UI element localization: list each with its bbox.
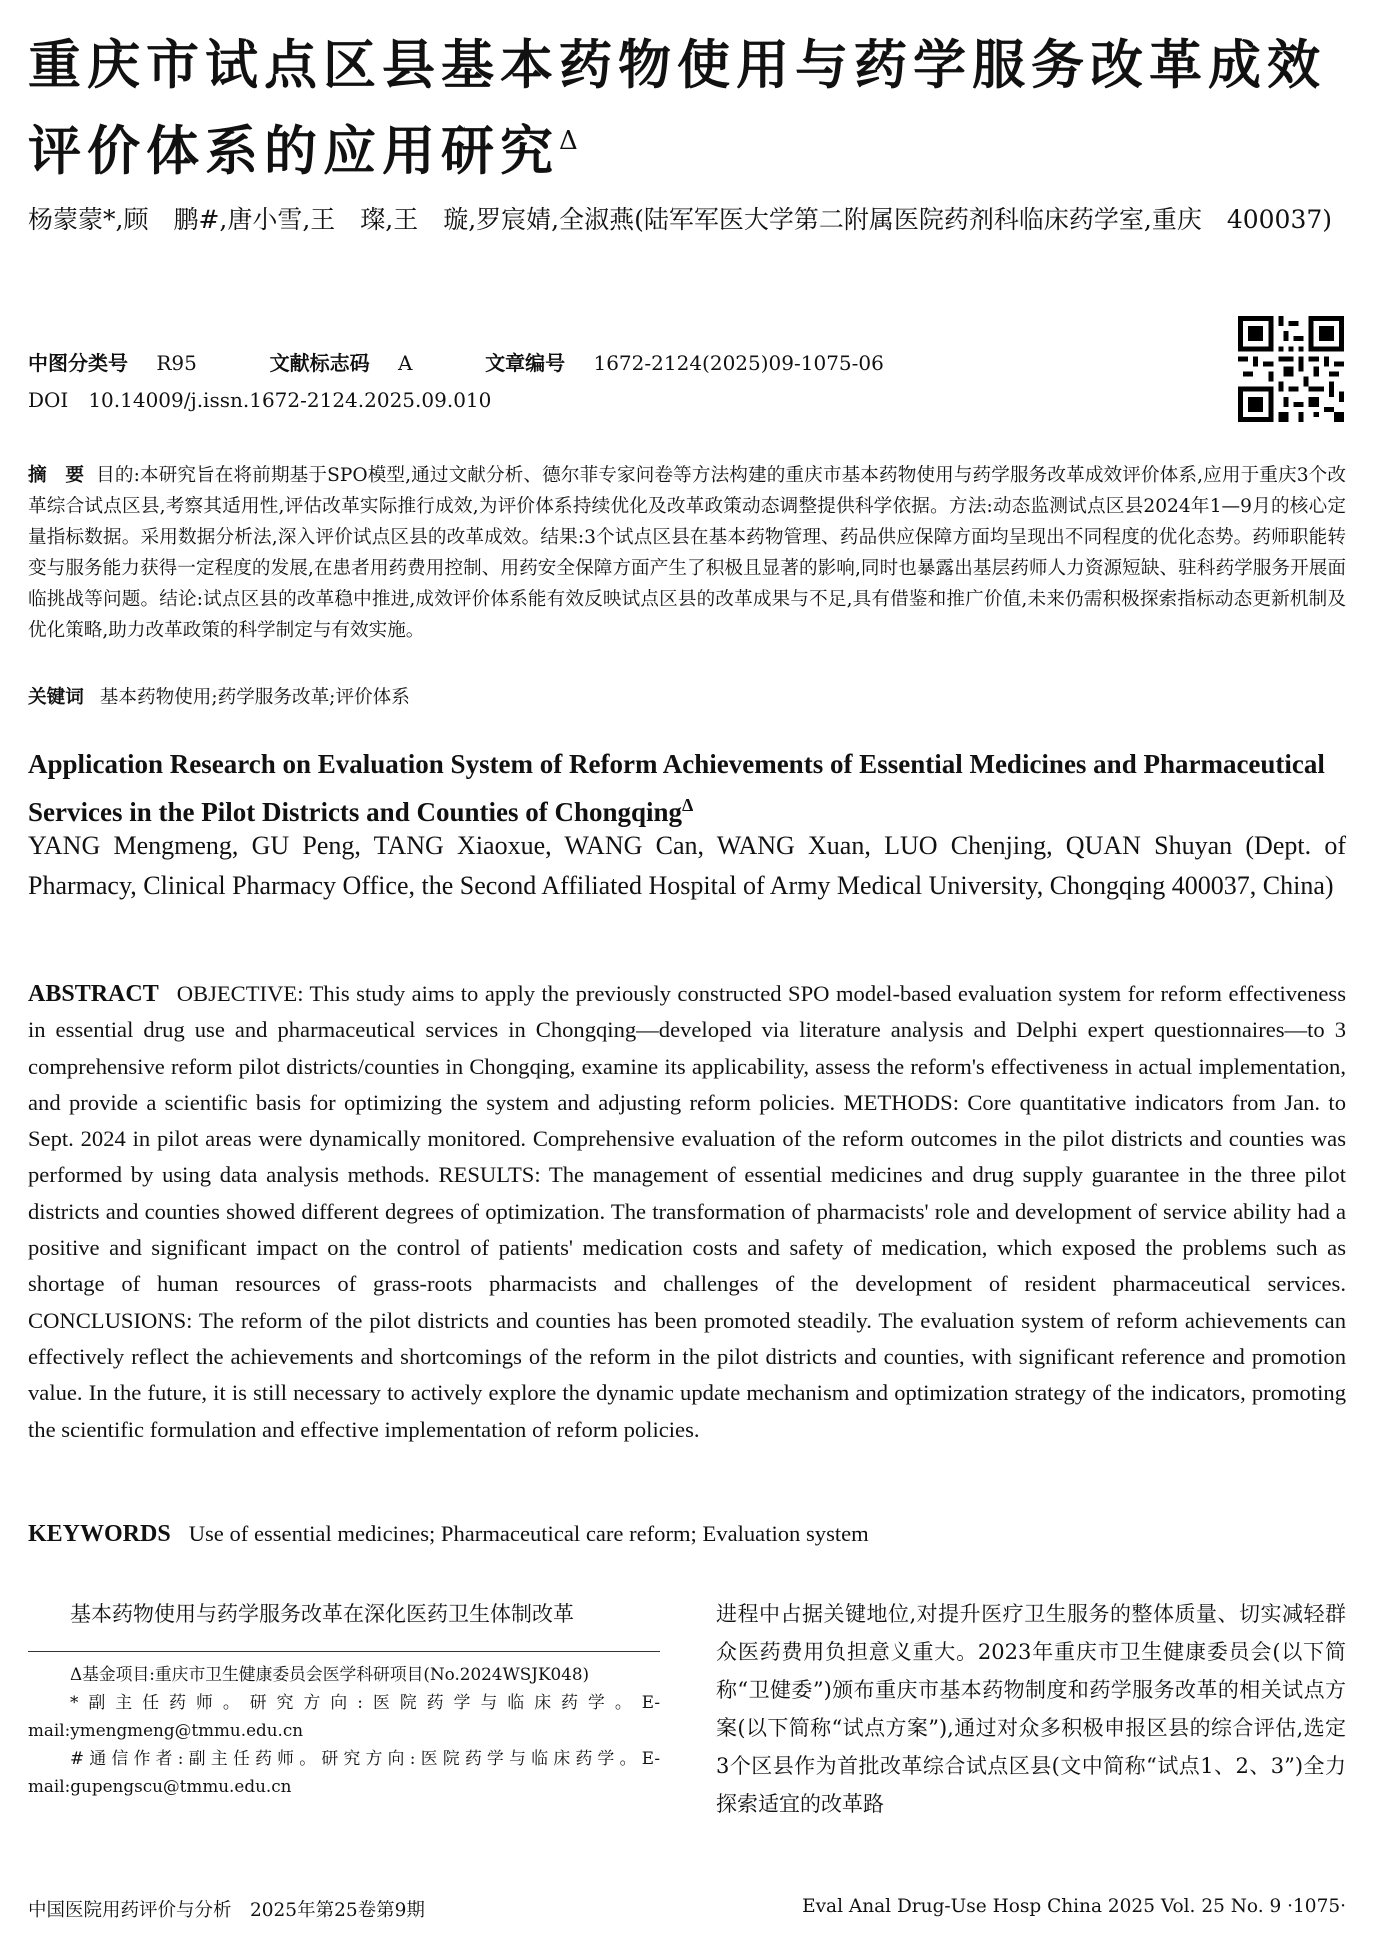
chinese-abstract-label: 摘 要 [28,465,85,486]
article-number-value: 1672-2124(2025)09-1075-06 [593,351,884,375]
document-code-label: 文献标志码 [269,351,370,375]
chinese-keywords-text: 基本药物使用;药学服务改革;评价体系 [99,687,410,708]
body-column-right: 进程中占据关键地位,对提升医疗卫生服务的整体质量、切实减轻群众医药费用负担意义重大。2023年重庆市卫生健康委员会(以下简称“卫健委”)颁布重庆市基本药物制度和药学服务改革的相关试点方案(以下简称“试点方案”),通过对众多积极申报区县的综合评估,选定3个区县作为首批改革综合试点区县(文中简称“试点1、2、3”)全力探索适宜的改革路 [716,1602,1346,1816]
body-column-left: 基本药物使用与药学服务改革在深化医药卫生体制改革 [70,1602,574,1626]
english-abstract-label: ABSTRACT [28,981,159,1007]
clc-label: 中图分类号 [28,351,128,375]
footnote-fund: Δ基金项目:重庆市卫生健康委员会医学科研项目(No.2024WSJK048) [70,1664,590,1684]
english-authors: YANG Mengmeng, GU Peng, TANG Xiaoxue, WANG Can, WANG Xuan, LUO Chenjing, QUAN Shuyan (Dept. of Pharmacy, Clinical Pharmacy Office, the Second Affiliated Hospital of Army Medical University, Chongqing 400037, China) [28,831,1346,900]
chinese-abstract [28,460,1346,646]
chinese-title-text: 重庆市试点区县基本药物使用与药学服务改革成效评价体系的应用研究 [28,34,1326,182]
footer-journal-cn: 中国医院用药评价与分析 2025年第25卷第9期 [28,1900,425,1921]
classification-line [28,347,884,376]
footnote-divider [28,1651,660,1652]
doi: DOI 10.14009/j.issn.1672-2124.2025.09.010 [28,388,492,412]
english-keywords [28,1521,869,1548]
english-title-fund-mark: Δ [682,795,694,815]
chinese-authors: 杨蒙蒙*,顾 鹏#,唐小雪,王 璨,王 璇,罗宸婧,全淑燕(陆军军医大学第二附属医院药剂科临床药学室,重庆 400037) [28,205,1333,234]
english-title [28,744,1348,833]
clc-value: R95 [156,351,197,375]
english-abstract [28,976,1346,1448]
page-footer [28,1896,1346,1922]
footnotes [28,1660,660,1800]
footnote-first-author: *副主任药师。研究方向:医院药学与临床药学。E-mail:ymengmeng@tmmu.edu.cn [28,1692,660,1740]
article-number-label: 文章编号 [485,351,566,375]
english-keywords-text: Use of essential medicines; Pharmaceutical care reform; Evaluation system [188,1521,869,1546]
chinese-keywords [28,683,410,709]
chinese-title [28,22,1348,194]
english-title-text: Application Research on Evaluation System of Reform Achievements of Essential Medicines and Pharmaceutical Services in the Pilot Districts and Counties of Chongqing [28,749,1325,827]
chinese-abstract-text: 目的:本研究旨在将前期基于SPO模型,通过文献分析、德尔菲专家问卷等方法构建的重庆市基本药物使用与药学服务改革成效评价体系,应用于重庆3个改革综合试点区县,考察其适用性,评估改革实际推行成效,为评价体系持续优化及改革政策动态调整提供科学依据。方法:动态监测试点区县2024年1—9月的核心定量指标数据。采用数据分析法,深入评价试点区县的改革成效。结果:3个试点区县在基本药物管理、药品供应保障方面均呈现出不同程度的优化态势。药师职能转变与服务能力获得一定程度的发展,在患者用药费用控制、用药安全保障方面产生了积极且显著的影响,同时也暴露出基层药师人力资源短缺、驻科药学服务开展面临挑战等问题。结论:试点区县的改革稳中推进,成效评价体系能有效反映试点区县的改革成果与不足,具有借鉴和推广价值,未来仍需积极探索指标动态更新机制及优化策略,助力改革政策的科学制定与有效实施。 [28,465,1346,641]
chinese-keywords-label: 关键词 [28,687,84,708]
footnote-corresponding-author: #通信作者:副主任药师。研究方向:医院药学与临床药学。E-mail:gupengscu@tmmu.edu.cn [28,1748,660,1796]
footer-journal-en: Eval Anal Drug-Use Hosp China 2025 Vol. 25 No. 9 ·1075· [802,1896,1346,1917]
document-code-value: A [397,351,413,375]
english-keywords-label: KEYWORDS [28,1521,171,1547]
qr-code-icon [1238,316,1344,422]
chinese-title-fund-mark: Δ [559,126,584,156]
english-abstract-text: OBJECTIVE: This study aims to apply the previously constructed SPO model-based evaluation system for reform effectiveness in essential drug use and pharmaceutical services in Chongqing—developed via literature analysis and Delphi expert questionnaires—to 3 comprehensive reform pilot districts/counties in Chongqing, examine its applicability, assess the reform's effectiveness in actual implementation, and provide a scientific basis for optimizing the system and adjusting reform policies. METHODS: Core quantitative indicators from Jan. to Sept. 2024 in pilot areas were dynamically monitored. Comprehensive evaluation of the reform outcomes in the pilot districts and counties was performed by using data analysis methods. RESULTS: The management of essential medicines and drug supply guarantee in the three pilot districts and counties showed different degrees of optimization. The transformation of pharmacists' role and development of service ability had a positive and significant impact on the control of patients' medication costs and safety of medication, which exposed the problems such as shortage of human resources of grass-roots pharmacists and challenges of the development of resident pharmaceutical services. CONCLUSIONS: The reform of the pilot districts and counties has been promoted steadily. The evaluation system of reform achievements can effectively reflect the achievements and shortcomings of the reform in the pilot districts and counties, with significant reference and promotion value. In the future, it is still necessary to actively explore the dynamic update mechanism and optimization strategy of the indicators, promoting the scientific formulation and effective implementation of reform policies. [28,981,1346,1442]
